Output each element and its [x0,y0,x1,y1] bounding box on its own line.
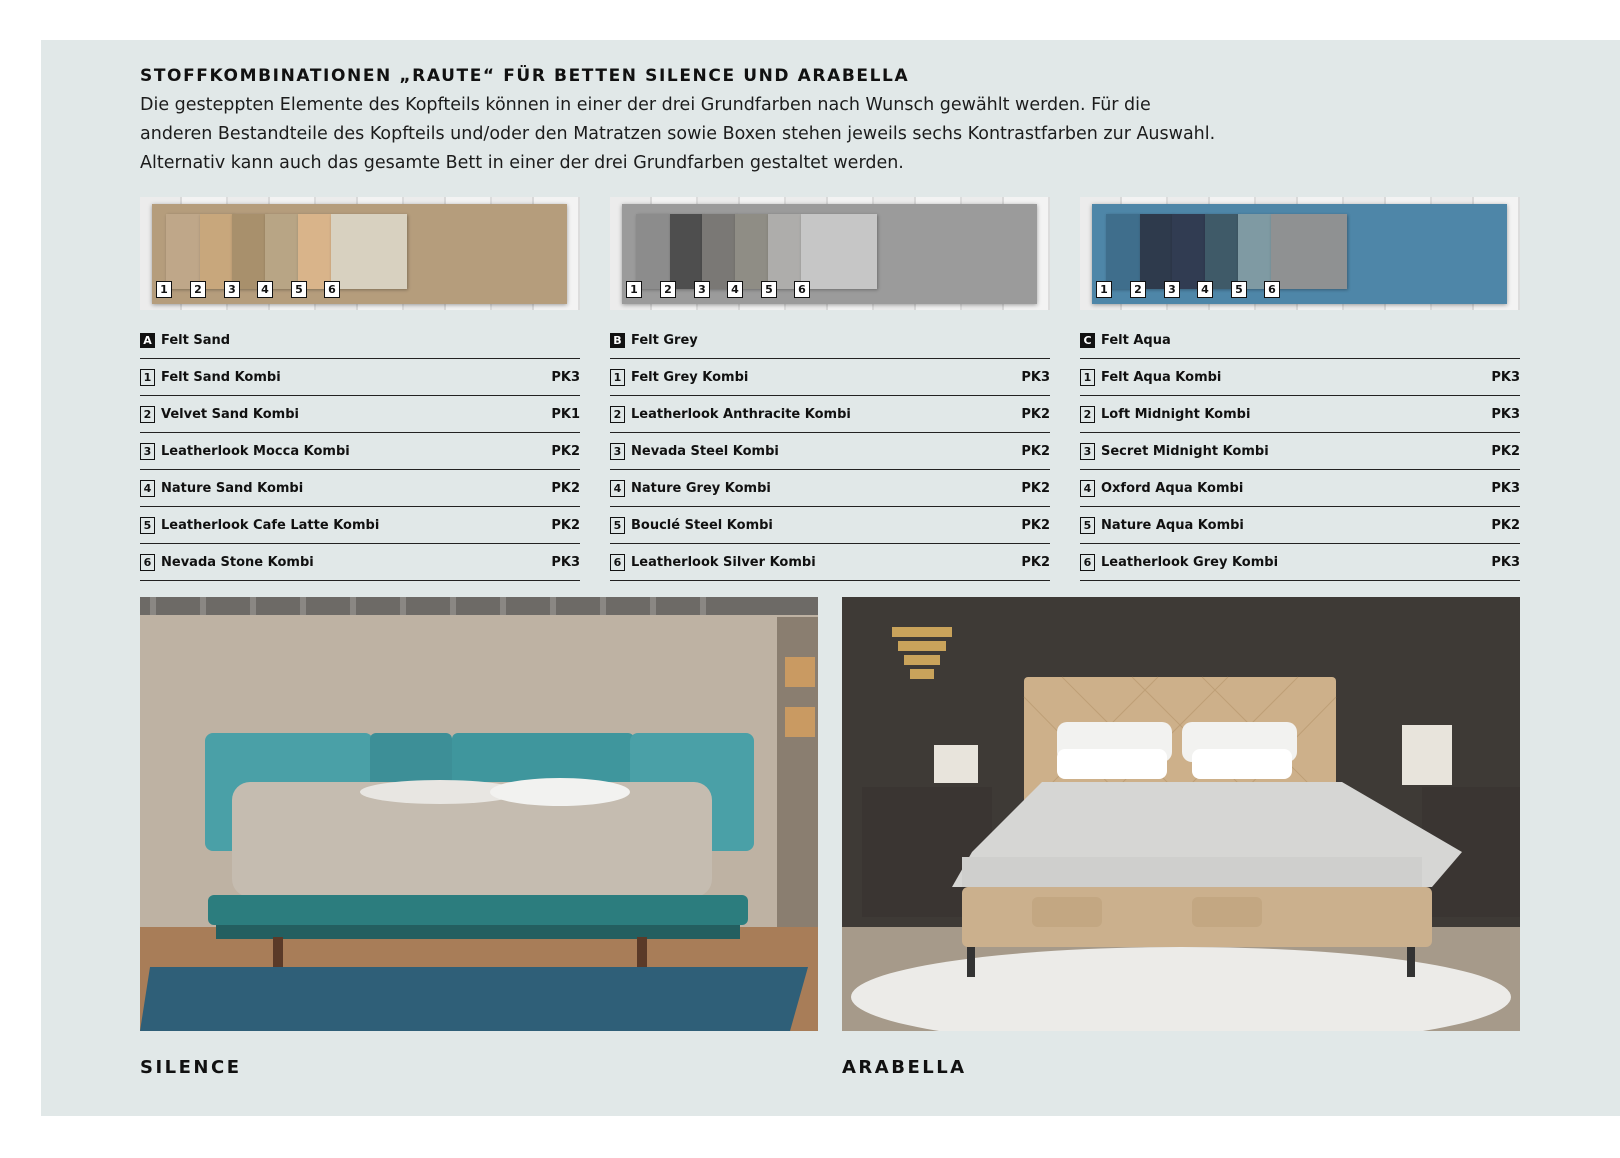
combo-name: Felt Aqua Kombi [1101,369,1222,385]
swatch-number-label: 6 [794,281,810,298]
intro-text [140,91,1320,178]
fabric-combo-label [1080,369,1221,386]
fabric-combo-row [1080,396,1520,433]
fabric-sample [768,214,801,289]
swatch-number-label: 2 [660,281,676,298]
combo-name: Felt Grey Kombi [631,369,749,385]
fabric-combo-row [610,544,1050,581]
combo-name: Velvet Sand Kombi [161,406,299,422]
intro-line: Die gesteppten Elemente des Kopfteils können in einer der drei Grundfarben nach Wunsch gewählt werden. Für die [140,95,1151,115]
combo-number-badge: 6 [1080,554,1095,571]
page-heading: STOFFKOMBINATIONEN „RAUTE“ FÜR BETTEN SILENCE UND ARABELLA [140,66,910,86]
combo-name: Nature Aqua Kombi [1101,517,1244,533]
swatch-number-label: 3 [224,281,240,298]
fabric-combo-row [140,433,580,470]
arabella-bed-photo [842,597,1520,1031]
fabric-combo-label [140,517,379,534]
fabric-combo-row [140,544,580,581]
combo-name: Leatherlook Grey Kombi [1101,554,1279,570]
fabric-sample [801,214,877,289]
price-class: PK2 [1021,443,1050,459]
intro-line: Alternativ kann auch das gesamte Bett in einer der drei Grundfarben gestaltet werden. [140,153,904,173]
swatch-number-label: 1 [626,281,642,298]
base-letter-badge: B [610,333,625,348]
price-class: PK2 [1491,517,1520,533]
bed-caption-silence: SILENCE [140,1057,242,1078]
swatch-number-label: 5 [1231,281,1247,298]
combo-number-badge: 1 [610,369,625,386]
fabric-sample [702,214,736,289]
swatch-number-label: 5 [761,281,777,298]
price-class: PK3 [551,554,580,570]
fabric-combo-label [1080,554,1278,571]
combo-number-badge: 6 [140,554,155,571]
fabric-combo-row [140,396,580,433]
price-class: PK2 [551,443,580,459]
combo-number-badge: 5 [1080,517,1095,534]
silence-bed-photo [140,597,818,1031]
combo-name: Oxford Aqua Kombi [1101,480,1244,496]
price-class: PK1 [551,406,580,422]
fabric-sample [1172,214,1206,289]
combo-number-badge: 3 [610,443,625,460]
swatch-number-label: 3 [694,281,710,298]
fabric-combo-label [610,480,771,497]
fabric-combo-label [610,406,851,423]
fabric-combo-label [1080,443,1269,460]
price-class: PK2 [1021,554,1050,570]
combo-number-badge: 5 [140,517,155,534]
base-letter-badge: C [1080,333,1095,348]
price-class: PK3 [1491,554,1520,570]
combo-number-badge: 2 [610,406,625,423]
combo-number-badge: 3 [1080,443,1095,460]
swatch-number-label: 4 [257,281,273,298]
price-class: PK3 [1491,406,1520,422]
fabric-combo-label [610,369,748,386]
fabric-column-a [140,197,580,581]
arabella-bed-illustration [842,597,1520,1031]
combo-number-badge: 1 [1080,369,1095,386]
fabric-combo-row [1080,507,1520,544]
fabric-combo-row [1080,433,1520,470]
fabric-sample [265,214,298,289]
fabric-combo-row [610,396,1050,433]
fabric-combo-row [140,507,580,544]
swatch-number-label: 1 [1096,281,1112,298]
fabric-sample [1238,214,1271,289]
base-fabric-row [1080,330,1520,359]
fabric-combo-row [610,507,1050,544]
fabric-combo-label [1080,406,1250,423]
combo-number-badge: 3 [140,443,155,460]
fabric-combo-label [1080,480,1243,497]
combo-number-badge: 2 [140,406,155,423]
swatch-number-label: 1 [156,281,172,298]
swatch-number-label: 5 [291,281,307,298]
fabric-combo-row [610,470,1050,507]
swatch-number-label: 4 [727,281,743,298]
combo-name: Nature Sand Kombi [161,480,304,496]
fabric-sample [735,214,768,289]
combo-name: Leatherlook Cafe Latte Kombi [161,517,380,533]
fabric-combo-label [140,443,350,460]
combo-number-badge: 5 [610,517,625,534]
combo-number-badge: 4 [610,480,625,497]
price-class: PK2 [1021,480,1050,496]
swatch-number-label: 2 [190,281,206,298]
fabric-combo-row [140,359,580,396]
swatch-number-label: 2 [1130,281,1146,298]
fabric-sample [331,214,407,289]
combo-name: Loft Midnight Kombi [1101,406,1251,422]
fabric-sample [636,214,670,289]
swatch-number-label: 6 [1264,281,1280,298]
price-class: PK3 [1021,369,1050,385]
fabric-combo-row [610,433,1050,470]
price-class: PK2 [1021,517,1050,533]
bed-caption-arabella: ARABELLA [842,1057,967,1078]
fabric-combo-row [1080,359,1520,396]
price-class: PK2 [1491,443,1520,459]
fabric-sample [670,214,703,289]
fabric-combo-label [140,554,314,571]
base-fabric-row [610,330,1050,359]
base-fabric-name: Felt Aqua [1101,332,1171,348]
fabric-combo-label [610,517,773,534]
combo-name: Nevada Steel Kombi [631,443,779,459]
fabric-swatch-image [610,197,1050,310]
combo-name: Secret Midnight Kombi [1101,443,1269,459]
combo-name: Nature Grey Kombi [631,480,771,496]
combo-name: Leatherlook Silver Kombi [631,554,816,570]
fabric-column-c [1080,197,1520,581]
combo-number-badge: 2 [1080,406,1095,423]
fabric-combo-label [140,480,303,497]
fabric-sample [1271,214,1347,289]
fabric-combo-row [1080,470,1520,507]
combo-name: Nevada Stone Kombi [161,554,314,570]
price-class: PK3 [551,369,580,385]
fabric-sample [1205,214,1238,289]
price-class: PK3 [1491,369,1520,385]
combo-number-badge: 4 [1080,480,1095,497]
fabric-sample [298,214,331,289]
combo-number-badge: 4 [140,480,155,497]
fabric-sample [1140,214,1173,289]
fabric-combo-row [1080,544,1520,581]
price-class: PK2 [1021,406,1050,422]
fabric-sample [200,214,233,289]
fabric-column-b [610,197,1050,581]
swatch-number-label: 3 [1164,281,1180,298]
base-fabric-name: Felt Grey [631,332,698,348]
fabric-sample [232,214,266,289]
combo-name: Leatherlook Mocca Kombi [161,443,350,459]
combo-number-badge: 6 [610,554,625,571]
price-class: PK3 [1491,480,1520,496]
price-class: PK2 [551,480,580,496]
fabric-sample [166,214,200,289]
combo-name: Leatherlook Anthracite Kombi [631,406,851,422]
fabric-combo-row [610,359,1050,396]
fabric-combo-label [610,554,816,571]
base-fabric-name: Felt Sand [161,332,231,348]
fabric-swatch-image [140,197,580,310]
combo-name: Bouclé Steel Kombi [631,517,773,533]
fabric-combo-label [140,369,281,386]
intro-line: anderen Bestandteile des Kopfteils und/oder den Matratzen sowie Boxen stehen jeweils sechs Kontrastfarben zur Auswahl. [140,124,1216,144]
swatch-number-label: 6 [324,281,340,298]
fabric-combo-label [140,406,299,423]
price-class: PK2 [551,517,580,533]
fabric-combo-row [140,470,580,507]
fabric-combo-label [610,443,779,460]
base-fabric-row [140,330,580,359]
fabric-sample [1106,214,1140,289]
combo-number-badge: 1 [140,369,155,386]
fabric-combo-label [1080,517,1244,534]
swatch-number-label: 4 [1197,281,1213,298]
combo-name: Felt Sand Kombi [161,369,281,385]
silence-bed-illustration [140,597,818,1031]
fabric-swatch-image [1080,197,1520,310]
base-letter-badge: A [140,333,155,348]
